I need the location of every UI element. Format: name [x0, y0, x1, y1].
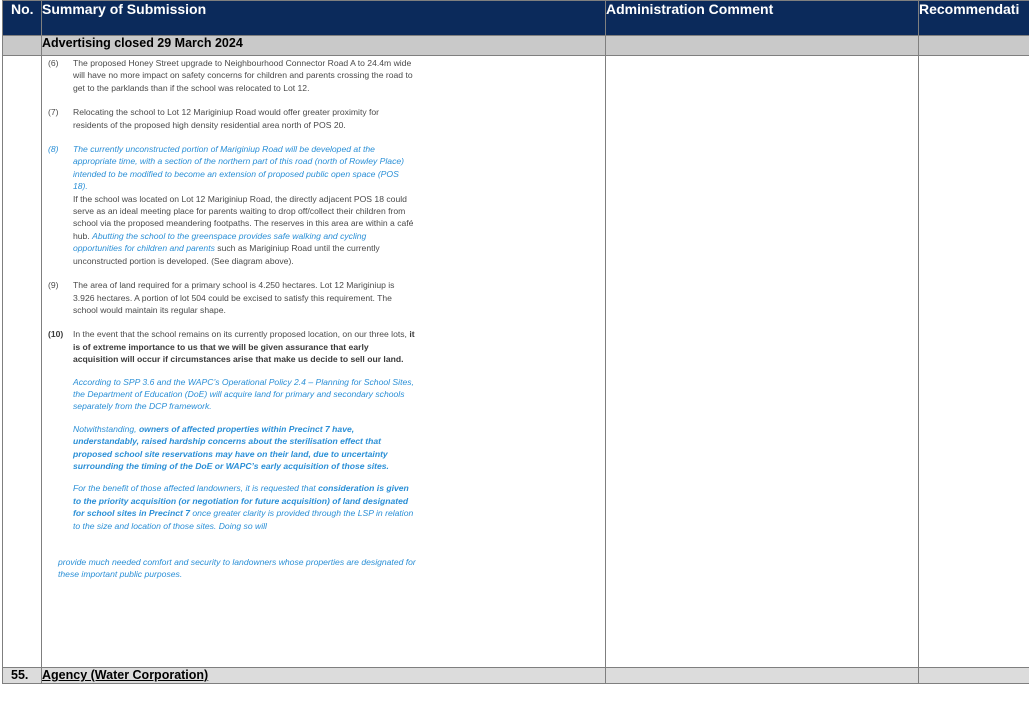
row-no-cell — [3, 56, 42, 668]
admin-comment-cell — [606, 56, 919, 668]
item-paragraph — [73, 482, 415, 532]
item-text: such as Mariginiup Road until the currently unconstructed portion is developed. (See diagram above). — [73, 243, 380, 266]
item-label: (9) — [48, 280, 59, 291]
section-admin-cell — [606, 36, 919, 56]
item-paragraph-continued: provide much needed comfort and security to landowners whose properties are designated for these important public purposes. — [58, 557, 416, 580]
table-header-row — [3, 1, 1029, 36]
submission-summary-cell — [42, 56, 606, 668]
item-label: (8) — [48, 144, 59, 155]
section-label: Advertising closed 29 March 2024 — [42, 36, 606, 56]
item-label: (10) — [48, 329, 64, 340]
recommendation-cell — [919, 56, 1029, 668]
table-row-next — [3, 668, 1029, 684]
item-text-bold: it is of extreme importance to us that we will be given assurance that early acquisition will occur if circumstances arise that make us decide to sell our land. — [73, 329, 415, 365]
item-text-highlight: Notwithstanding, — [73, 423, 137, 434]
header-recommendation: Recommendati — [919, 1, 1029, 36]
row-number: 55. — [3, 668, 42, 684]
item-text: Relocating the school to Lot 12 Mariginiup Road would offer greater proximity for residents of the proposed high density residential area north of POS 20. — [73, 107, 380, 130]
header-summary: Summary of Submission — [42, 1, 606, 36]
item-text-highlight-bold: owners of affected properties within Precinct 7 have, understandably, raised hardship concerns about the sterilisation effect that proposed school site reservations may have on their land, due to uncertainty surrounding the timing of the DoE or WAPC’s early acquisition of those sites. — [73, 423, 389, 471]
item-text: The area of land required for a primary school is 4.250 hectares. Lot 12 Mariginiup is 3.926 hectares. A portion of lot 504 could be excised to satisfy this requirement. The school would maintain its regular shape. — [73, 280, 395, 315]
item-text-highlight: Abutting the school to the greenspace provides safe walking and cycling opportunities for children and parents — [73, 230, 367, 254]
item-text: The proposed Honey Street upgrade to Neighbourhood Connector Road A to 24.4m wide will have no more impact on safety concerns for children and parents crossing the road to get to the parklands than if the school was relocated to Lot 12. — [73, 58, 413, 93]
item-text-highlight: once greater clarity is provided through the LSP in relation to the size and location of those sites. Doing so will — [73, 508, 414, 531]
section-no-cell — [3, 36, 42, 56]
item-text: In the event that the school remains on its currently proposed location, on our three lots, — [73, 329, 407, 340]
list-item — [42, 57, 415, 94]
row-title: Agency (Water Corporation) — [42, 668, 606, 684]
item-label: (7) — [48, 107, 59, 118]
list-item — [42, 328, 415, 532]
section-row — [3, 36, 1029, 56]
item-paragraph: According to SPP 3.6 and the WAPC’s Operational Policy 2.4 – Planning for School Sites, the Department of Education (DoE) will acquire land for primary and secondary schools separately from the DCP framework. — [73, 376, 414, 412]
item-text-highlight: For the benefit of those affected landowners, it is requested that — [73, 483, 316, 494]
item-label: (6) — [48, 58, 59, 68]
item-text-highlight-bold: consideration is given to the priority acquisition (or negotiation for future acquisition) of land designated for school sites in Precinct 7 — [73, 483, 409, 519]
item-paragraph — [73, 423, 415, 473]
item-text-highlight: The currently unconstructed portion of Mariginiup Road will be developed at the appropriate time, with a section of the northern part of this road (north of Rowley Place) intended to be modified to become an extension of proposed public open space (POS 18). — [73, 144, 405, 192]
header-no: No. — [3, 1, 42, 36]
list-item — [42, 279, 415, 316]
row-rec-cell — [919, 668, 1029, 684]
row-admin-cell — [606, 668, 919, 684]
table-row — [3, 56, 1029, 668]
header-admin-comment: Administration Comment — [606, 1, 919, 36]
section-rec-cell — [919, 36, 1029, 56]
list-item — [42, 106, 415, 131]
submission-table — [2, 0, 1029, 684]
item-text: If the school was located on Lot 12 Mariginiup Road, the directly adjacent POS 18 could serve as an ideal meeting place for parents waiting to drop off/collect their children from school via the proposed meandering footpaths. The reserves in this area are within a café hub. — [73, 193, 414, 241]
list-item — [42, 143, 415, 267]
